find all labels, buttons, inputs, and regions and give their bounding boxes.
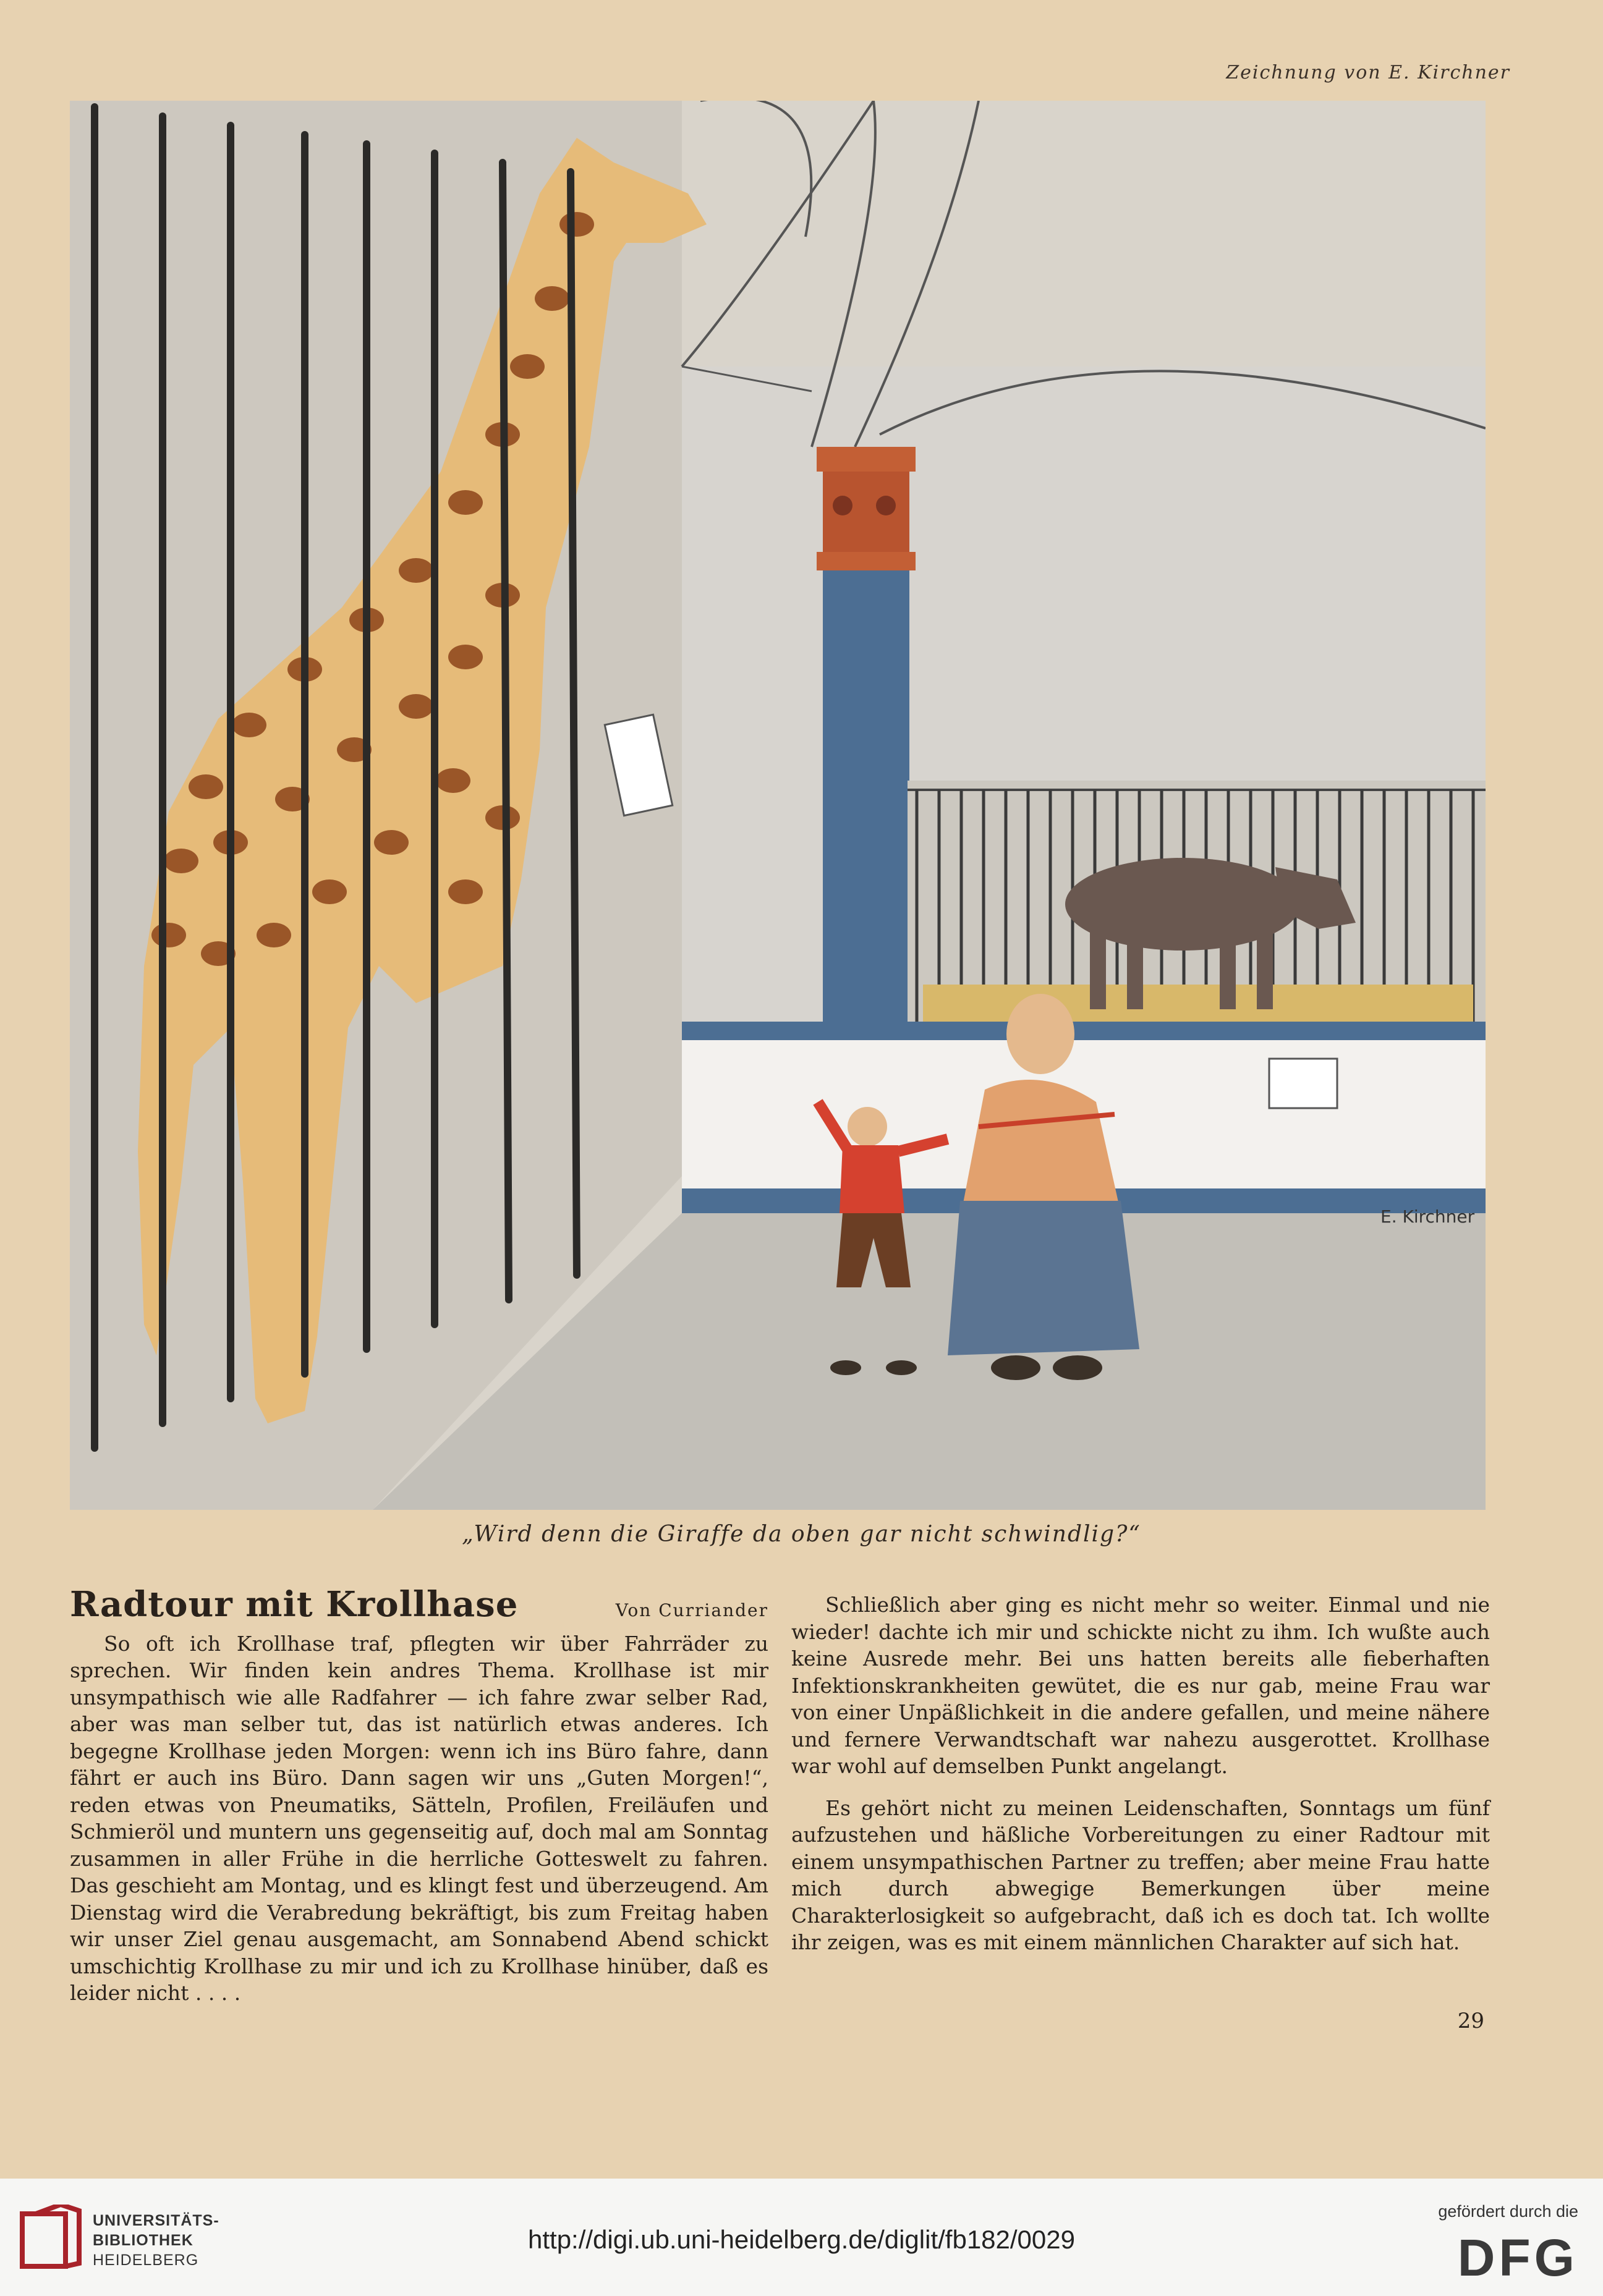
digitization-footer [0,2179,1603,2296]
library-name-line: UNIVERSITÄTS- [93,2212,219,2229]
dfg-logo: DFG [1457,2229,1578,2287]
article-right-column [791,1591,1490,1971]
giraffe-spot [399,694,433,719]
giraffe-spot [448,879,483,904]
giraffe-spot [164,849,198,873]
article-header [70,1584,768,1625]
funded-by-label: gefördert durch die [1438,2202,1578,2221]
library-name-line: HEIDELBERG [93,2252,199,2269]
giraffe-spot [189,774,223,799]
giraffe-spot [510,354,545,379]
article-byline: Von Curriander [615,1600,768,1620]
page-number: 29 [1457,2009,1484,2033]
giraffe-spot [374,830,409,855]
illustration-svg [70,101,1486,1510]
illustration-credit: Zeichnung von E. Kirchner [1226,62,1510,83]
permalink-url[interactable]: http://digi.ub.uni-heidelberg.de/diglit/fb182/0029 [528,2225,1075,2254]
article-left-column [70,1584,768,2022]
article-title: Radtour mit Krollhase [70,1584,519,1625]
library-name-line: BIBLIOTHEK [93,2232,193,2249]
giraffe-spot [535,286,569,311]
giraffe-spot [448,490,483,515]
article-paragraph: Es gehört nicht zu meinen Leidenschaften, Sonntags um fünf aufzustehen und häßliche Vorbereitungen zu einer Radtour mit einem unsympathischen Partner zu treffen; aber meine Frau hatte mich durch abwegige Bemerkungen über meine Charakterlosigkeit so aufgebracht, daß ich es doch tat. Ich wollte ihr zeigen, was es mit einem männlichen Charakter auf sich hat. [791,1795,1490,1954]
giraffe-spot [448,645,483,669]
giraffe-spot [257,923,291,947]
giraffe-spot [312,879,347,904]
giraffe-spot [436,768,470,793]
svg-text:E. Kirchner: E. Kirchner [1380,1206,1475,1227]
illustration-caption: „Wird denn die Giraffe da oben gar nicht schwindlig?“ [462,1522,1141,1547]
giraffe-spot [559,212,594,237]
article-paragraph: Schließlich aber ging es nicht mehr so weiter. Einmal und nie wieder! dachte ich mir und schickte nicht zu ihm. Ich wußte auch keine Ausrede mehr. Bei uns hatten bereits alle fieberhaften Infektionskrankheiten gewütet, die es nur gab, meine Frau war von einer Unpäßlichkeit in die andere gefallen, und meine nähere und fernere Verwandtschaft war nahezu ausgerottet. Krollhase war wohl auf demselben Punkt angelangt. [791,1593,1490,1778]
giraffe-spot [399,558,433,583]
article-paragraph: So oft ich Krollhase traf, pflegten wir über Fahrräder zu sprechen. Wir finden kein andres Thema. Krollhase ist mir unsympathisch wie alle Radfahrer — ich fahre zwar selber Rad, aber was man selber tut, das ist natürlich etwas anderes. Ich begegne Krollhase jeden Morgen: wenn ich ins Büro fahre, dann fährt er auch ins Büro. Dann sagen wir uns „Guten Morgen!“, reden etwas von Pneumatiks, Sätteln, Profilen, Freiläufen und Schmieröl und muntern uns gegenseitig auf, doch mal am Sonntag zusammen in aller Frühe in die herrliche Gotteswelt zu fahren. Das geschieht am Montag, und es klingt fest und überzeugend. Am Dienstag wird die Verabredung bekräftigt, bis zum Freitag haben wir unser Ziel genau ausgemacht, am Sonnabend Abend schickt umschichtig Krollhase zu mir und ich zu Krollhase hinüber, daß es leider nicht . . . . [70,1631,768,2005]
giraffe-spot [151,923,186,947]
zoo-giraffe-illustration [70,101,1486,1510]
giraffe-spot [232,713,266,737]
